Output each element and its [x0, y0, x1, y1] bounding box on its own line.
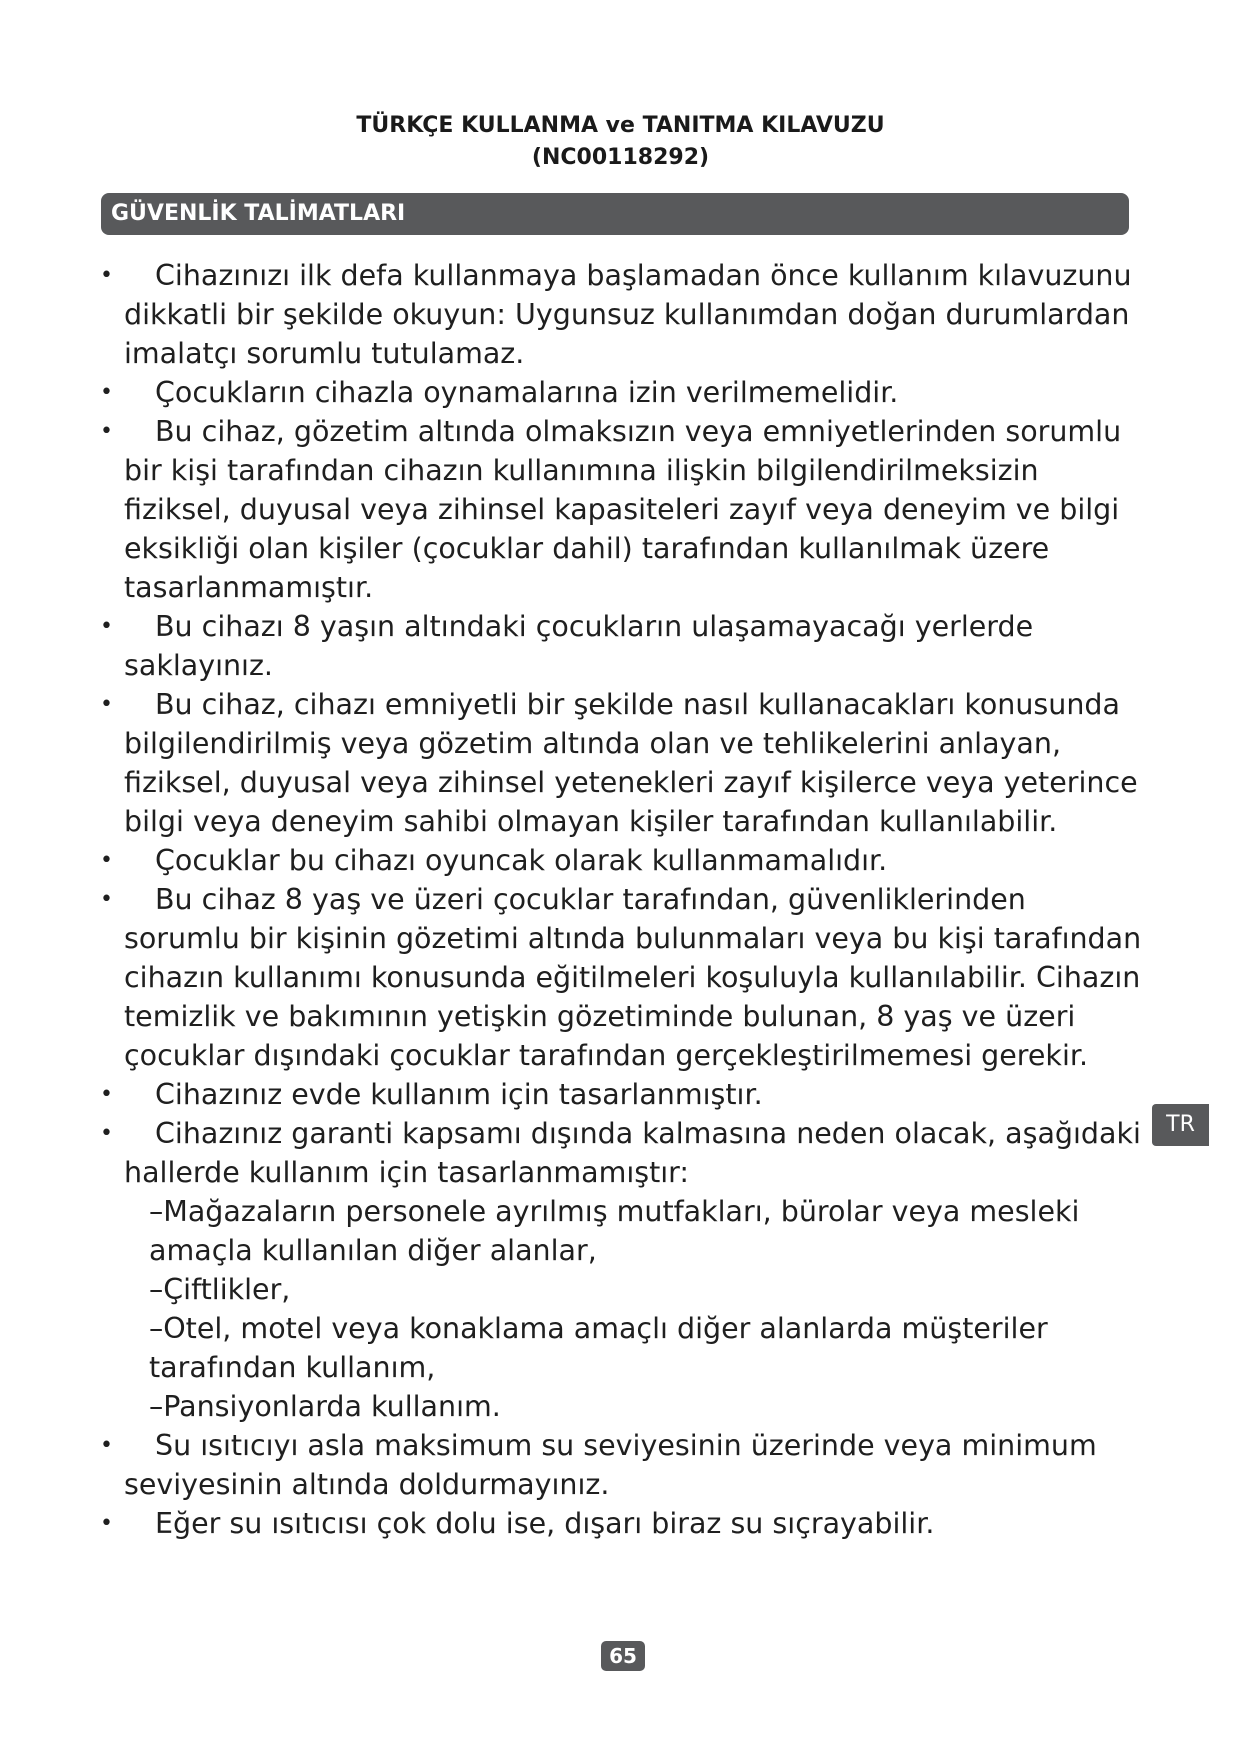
bullet-icon: •: [100, 848, 113, 873]
bullet-icon: •: [100, 1433, 113, 1458]
excluded-uses-list: [124, 1192, 1150, 1426]
bullet-icon: •: [100, 614, 113, 639]
sub-list-item: –Çiftlikler,: [149, 1273, 291, 1306]
bullet-icon: •: [100, 419, 113, 444]
list-item-text: Bu cihaz 8 yaş ve üzeri çocuklar tarafından, güvenliklerinden sorumlu bir kişinin gözetimi altında bulunmaları veya bu kişi tarafından cihazın kullanımı konusunda eğitilmeleri koşuluyla kullanılabilir. Cihazın temizlik ve bakımının yetişkin gözetiminde bulunan, 8 yaş ve üzeri çocuklar dışındaki çocuklar tarafından gerçekleştirilmemesi gerekir.: [124, 883, 1142, 1072]
list-item: [100, 685, 1150, 841]
list-item: [100, 412, 1150, 607]
list-item: [100, 373, 1150, 412]
bullet-icon: •: [100, 380, 113, 405]
list-item-text: Cihazınız garanti kapsamı dışında kalmasına neden olacak, aşağıdaki hallerde kullanım için tasarlanmamıştır:: [124, 1117, 1141, 1189]
list-item-text: Bu cihaz, gözetim altında olmaksızın veya emniyetlerinden sorumlu bir kişi tarafından cihazın kullanımına ilişkin bilgilendirilmeksizin fiziksel, duyusal veya zihinsel kapasiteleri zayıf veya deneyim ve bilgi eksikliği olan kişiler (çocuklar dahil) tarafından kullanılmak üzere tasarlanmamıştır.: [124, 415, 1122, 604]
list-item-text: Eğer su ısıtıcısı çok dolu ise, dışarı biraz su sıçrayabilir.: [155, 1507, 935, 1540]
list-item-text: Bu cihazı 8 yaşın altındaki çocukların ulaşamayacağı yerlerde saklayınız.: [124, 610, 1034, 682]
model-number: (NC00118292): [531, 145, 710, 170]
list-item-text: Cihazınız evde kullanım için tasarlanmıştır.: [155, 1078, 763, 1111]
list-item: [100, 256, 1150, 373]
bullet-icon: •: [100, 692, 113, 717]
list-item-text: Çocuklar bu cihazı oyuncak olarak kullanmamalıdır.: [155, 844, 888, 877]
list-item: [100, 1426, 1150, 1504]
list-item: [100, 1075, 1150, 1114]
list-item-text: Çocukların cihazla oynamalarına izin verilmemelidir.: [155, 376, 899, 409]
section-title-bar: [101, 193, 1129, 235]
language-tab: TR: [1152, 1104, 1209, 1146]
safety-instructions-list: [100, 256, 1150, 1543]
document-header: [0, 110, 1241, 174]
bullet-icon: •: [100, 1121, 113, 1146]
sub-list-item: –Mağazaların personele ayrılmış mutfakları, bürolar veya mesleki amaçla kullanılan diğer alanlar,: [149, 1195, 1080, 1267]
sub-list-item: –Otel, motel veya konaklama amaçlı diğer alanlarda müşteriler tarafından kullanım,: [149, 1312, 1048, 1384]
list-item: [100, 1114, 1150, 1426]
bullet-icon: •: [100, 1511, 113, 1536]
list-item-text: Su ısıtıcıyı asla maksimum su seviyesinin üzerinde veya minimum seviyesinin altında doldurmayınız.: [124, 1429, 1097, 1501]
list-item: [100, 1504, 1150, 1543]
bullet-icon: •: [100, 1082, 113, 1107]
section-title: GÜVENLİK TALİMATLARI: [111, 201, 406, 226]
list-item: [100, 841, 1150, 880]
list-item: [100, 607, 1150, 685]
list-item-text: Cihazınızı ilk defa kullanmaya başlamadan önce kullanım kılavuzunu dikkatli bir şekilde okuyun: Uygunsuz kullanımdan doğan durumlardan imalatçı sorumlu tutulamaz.: [124, 259, 1132, 370]
bullet-icon: •: [100, 263, 113, 288]
page-number: 65: [601, 1641, 645, 1671]
bullet-icon: •: [100, 887, 113, 912]
sub-list-item: –Pansiyonlarda kullanım.: [149, 1390, 501, 1423]
list-item: [100, 880, 1150, 1075]
document-title: TÜRKÇE KULLANMA ve TANITMA KILAVUZU: [356, 113, 885, 138]
list-item-text: Bu cihaz, cihazı emniyetli bir şekilde nasıl kullanacakları konusunda bilgilendirilmiş veya gözetim altında olan ve tehlikelerini anlayan, fiziksel, duyusal veya zihinsel yetenekleri zayıf kişilerce veya yeterince bilgi veya deneyim sahibi olmayan kişiler tarafından kullanılabilir.: [124, 688, 1138, 838]
